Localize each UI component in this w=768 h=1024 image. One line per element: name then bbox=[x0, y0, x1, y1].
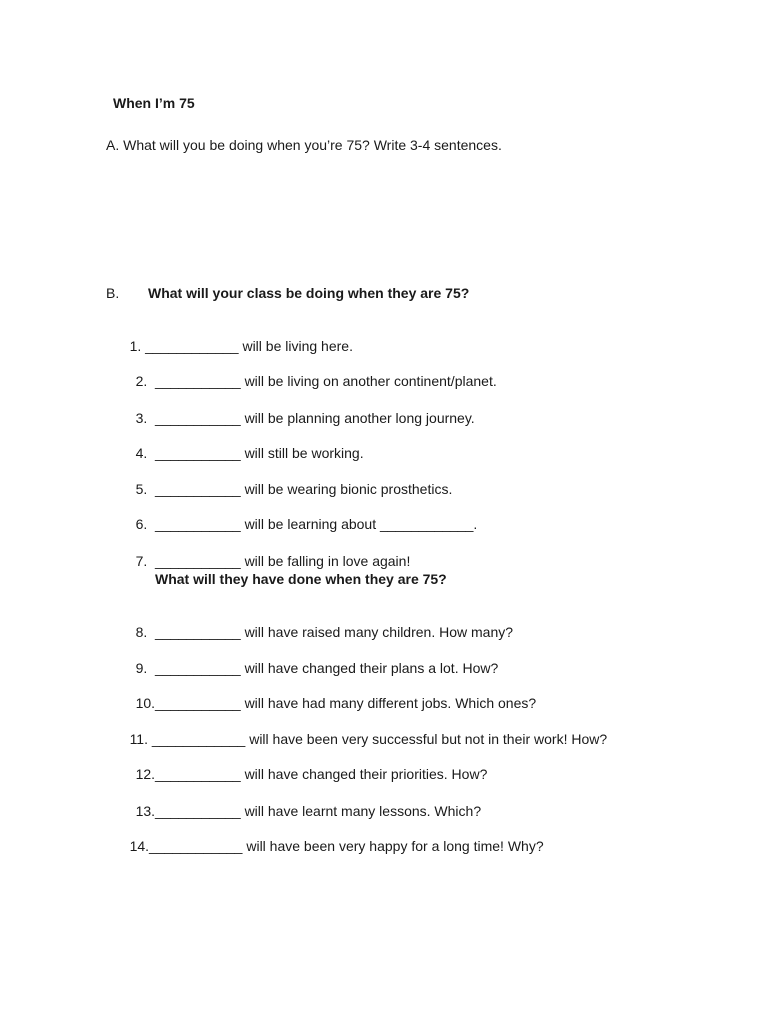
item-number: 9. bbox=[135, 660, 148, 676]
item-text: ___________ will be learning about ____________. bbox=[155, 516, 478, 532]
item-text: ___________ will have changed their priorities. How? bbox=[155, 766, 488, 782]
item-text: ____________ will be living here. bbox=[145, 338, 353, 354]
item-number: 3. bbox=[135, 410, 148, 426]
item-text: ___________ will have had many different jobs. Which ones? bbox=[155, 695, 537, 711]
section-b-subheading: What will they have done when they are 75? bbox=[155, 571, 447, 587]
section-b-letter: B. bbox=[106, 285, 120, 301]
item-number: 8. bbox=[135, 624, 148, 640]
item-number: 6. bbox=[135, 516, 148, 532]
item-text: ___________ will have learnt many lessons. Which? bbox=[155, 803, 482, 819]
item-text: ___________ will be planning another long journey. bbox=[155, 410, 475, 426]
item-number: 2. bbox=[135, 373, 148, 389]
item-text: ___________ will be wearing bionic prosthetics. bbox=[155, 481, 453, 497]
item-number: 13. bbox=[135, 803, 156, 819]
item-number: 5. bbox=[135, 481, 148, 497]
item-text: ____________ will have been very successful but not in their work! How? bbox=[151, 731, 608, 747]
item-text: ____________ will have been very happy for a long time! Why? bbox=[149, 838, 544, 854]
item-text: ___________ will be living on another continent/planet. bbox=[155, 373, 497, 389]
item-number: 10. bbox=[135, 695, 156, 711]
item-text: ___________ will have raised many children. How many? bbox=[155, 624, 514, 640]
section-a-prompt: A. What will you be doing when you’re 75? Write 3-4 sentences. bbox=[106, 137, 502, 153]
item-text: ___________ will be falling in love again! bbox=[155, 553, 411, 569]
item-number: 1. bbox=[129, 338, 142, 354]
item-text: ___________ will still be working. bbox=[155, 445, 364, 461]
item-number: 4. bbox=[135, 445, 148, 461]
item-number: 14. bbox=[129, 838, 150, 854]
section-b-heading bbox=[106, 285, 469, 301]
item-number: 12. bbox=[135, 766, 156, 782]
item-number: 11. bbox=[129, 731, 148, 747]
item-number: 7. bbox=[135, 553, 148, 569]
item-text: ___________ will have changed their plans a lot. How? bbox=[155, 660, 499, 676]
list-item bbox=[114, 822, 544, 870]
section-b-question: What will your class be doing when they are 75? bbox=[148, 285, 470, 301]
page-title: When I’m 75 bbox=[113, 95, 195, 111]
